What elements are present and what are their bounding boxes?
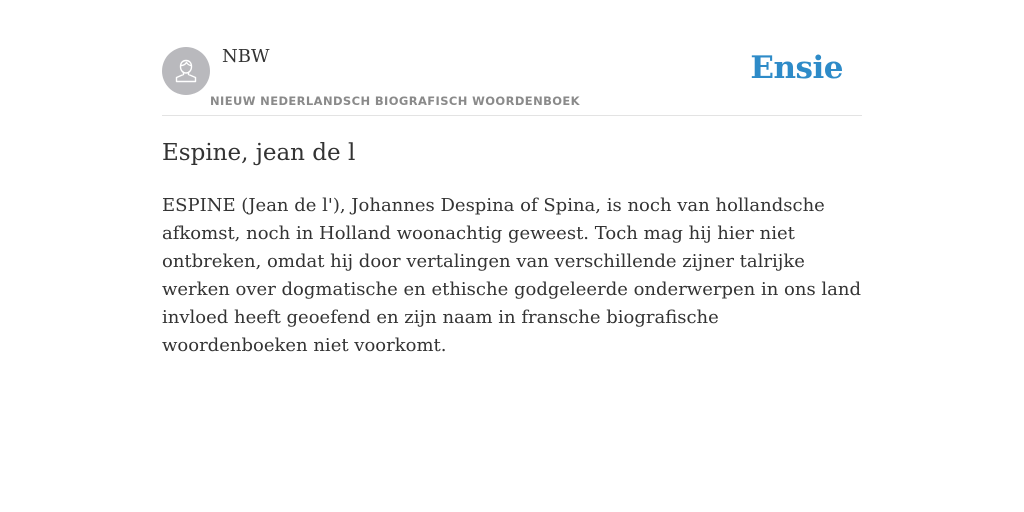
article-container bbox=[162, 0, 862, 356]
article-body: ESPINE (Jean de l'), Johannes Despina of Spina, is noch van hollandsche afkomst, noch in Holland woonachtig geweest. Toch mag hij hier niet ontbreken, omdat hij door vertalingen van verschillende zijner talrijke werken over dogmatische en ethische godgeleerde onderwerpen in ons land invloed heeft geoefend en zijn naam in fransche biografische woordenboeken niet voorkomt. bbox=[162, 195, 862, 356]
publication-name: NIEUW NEDERLANDSCH BIOGRAFISCH WOORDENBOEK bbox=[210, 94, 580, 108]
article-title: Espine, jean de l bbox=[162, 140, 356, 166]
user-silhouette-icon bbox=[171, 56, 201, 86]
brand-logo[interactable]: Ensie bbox=[750, 50, 843, 86]
author-name[interactable]: NBW bbox=[222, 46, 270, 67]
avatar[interactable] bbox=[162, 47, 210, 95]
article-header bbox=[162, 0, 862, 116]
